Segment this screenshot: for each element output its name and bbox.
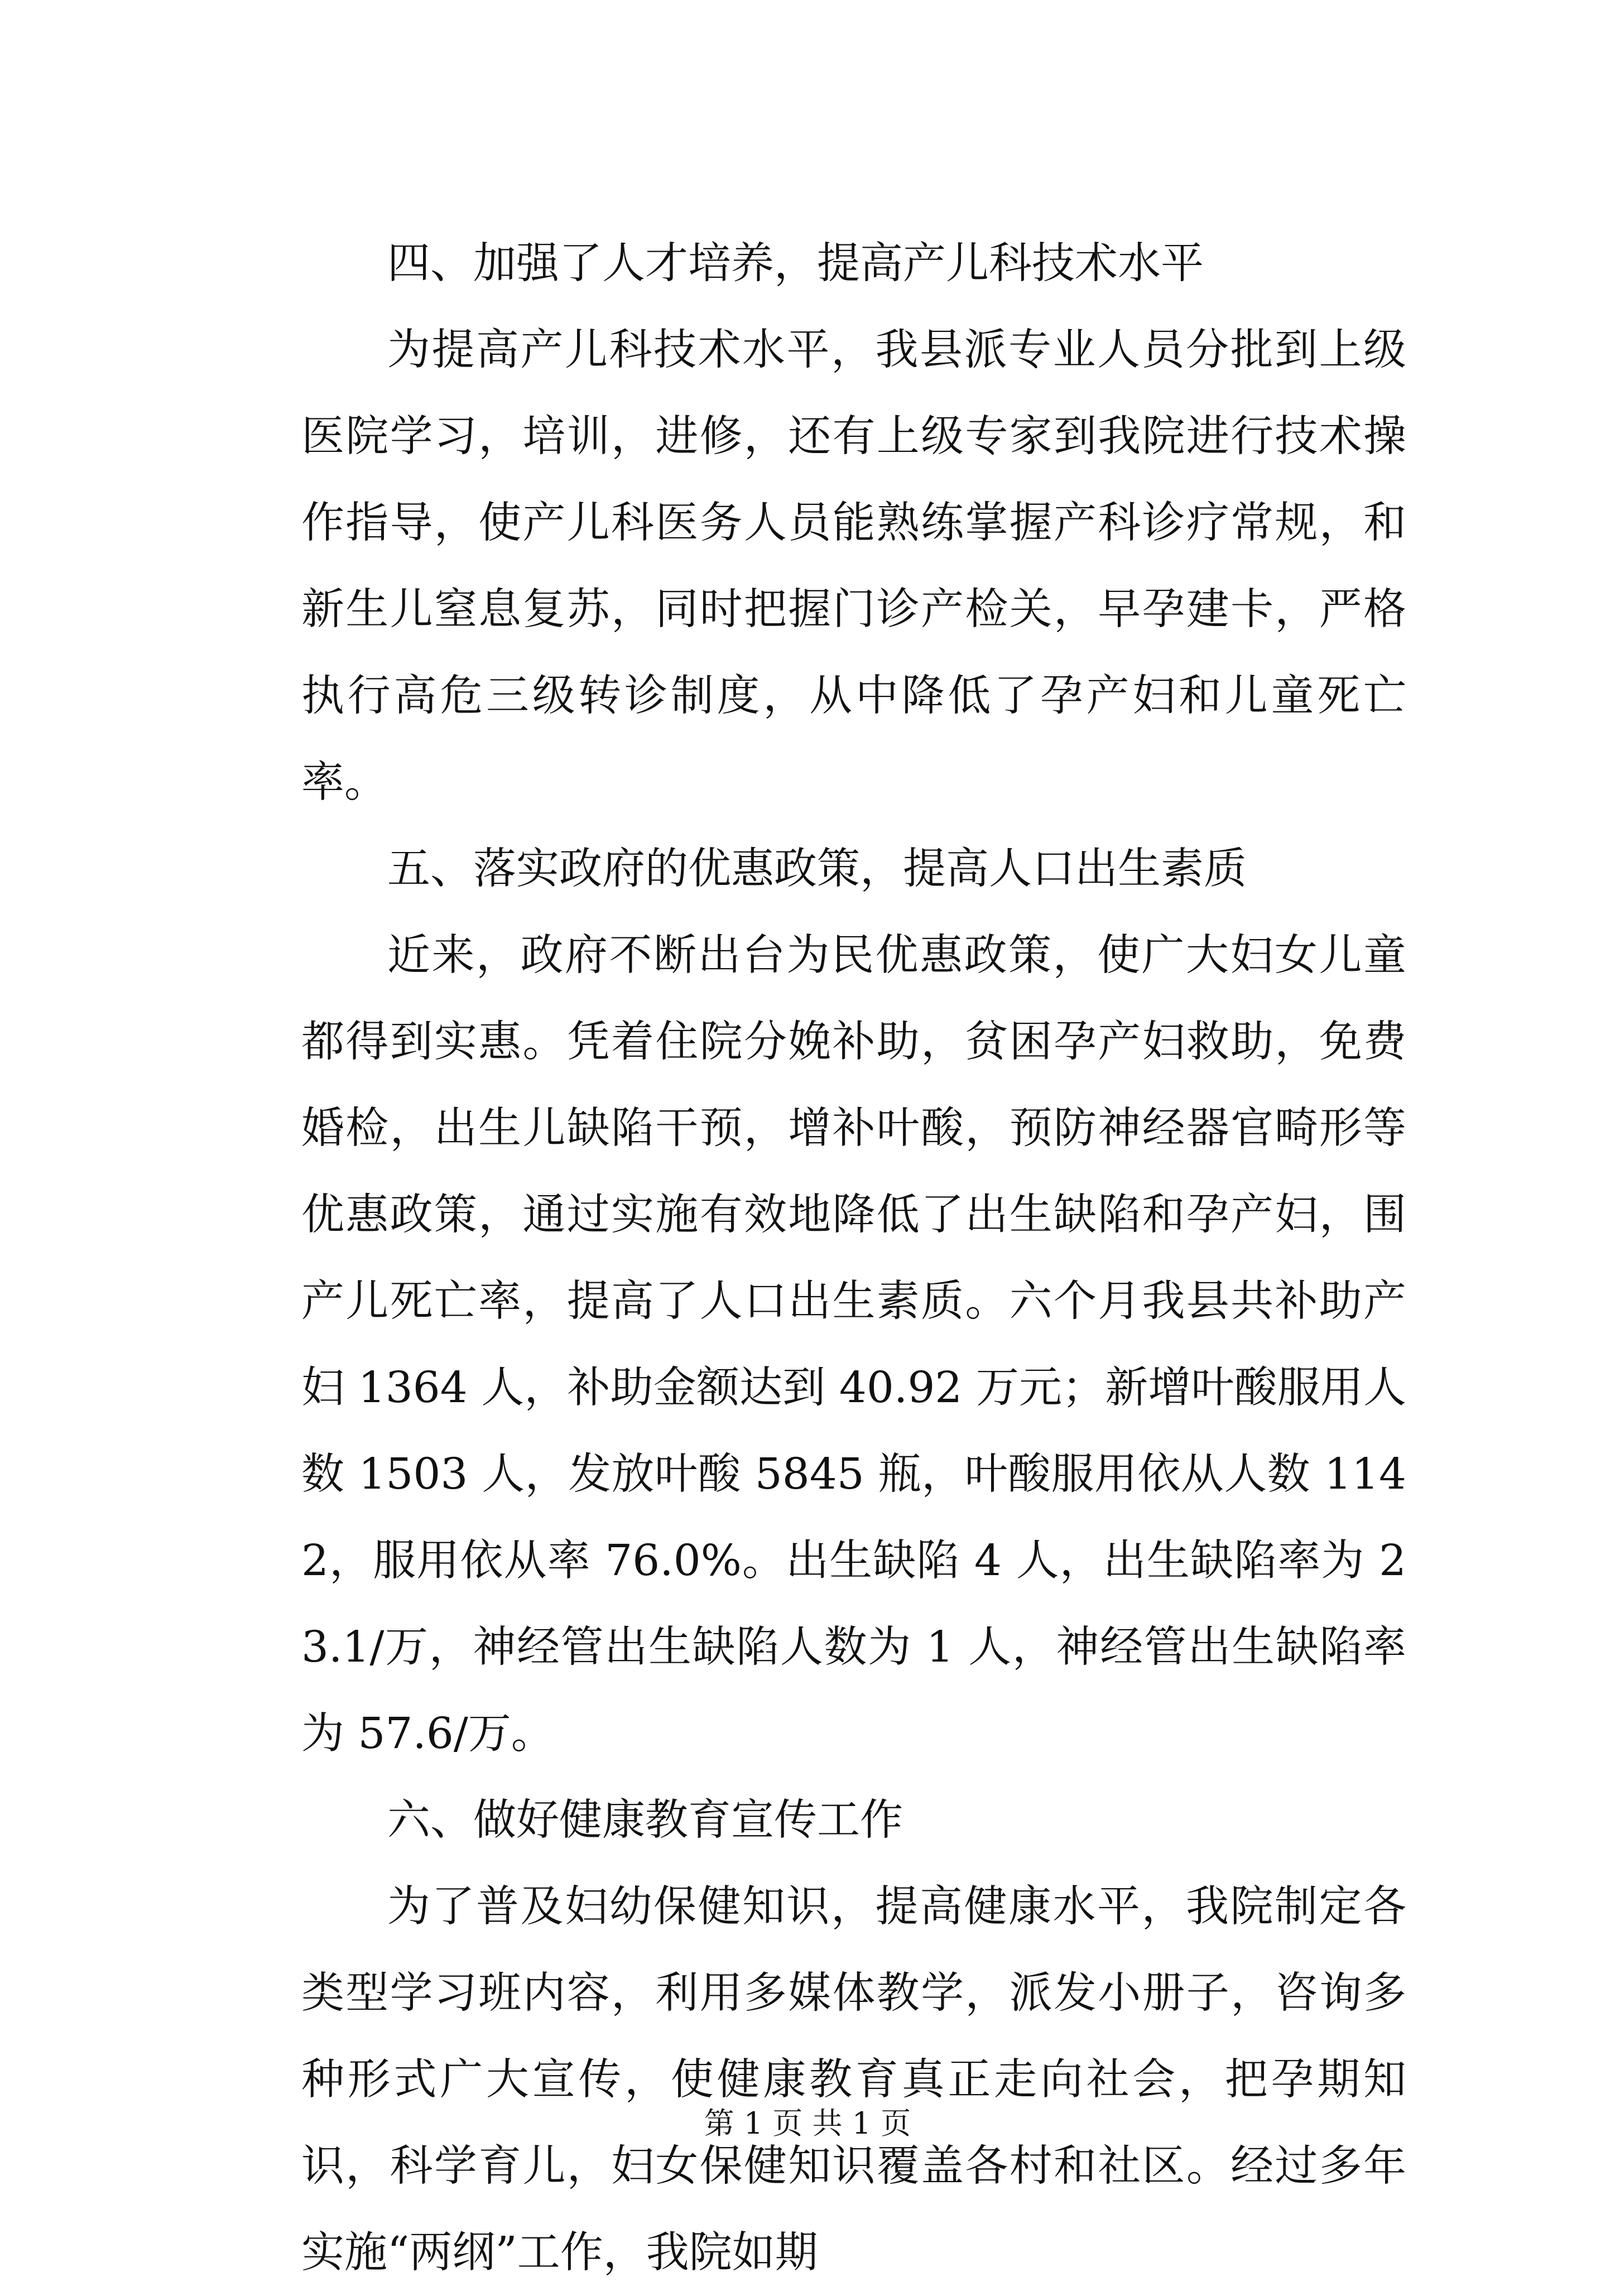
paragraph-talent-training: 为提高产儿科技术水平，我县派专业人员分批到上级医院学习，培训，进修，还有上级专家到我院进行技术操作指导，使产儿科医务人员能熟练掌握产科诊疗常规，和新生儿窒息复苏，同时把握门诊产检关，早孕建卡，严格执行高危三级转诊制度，从中降低了孕产妇和儿童死亡率。 <box>301 325 1406 807</box>
paragraph-preferential-policies: 近来，政府不断出台为民优惠政策，使广大妇女儿童都得到实惠。凭着住院分娩补助，贫困孕产妇救助，免费婚检，出生儿缺陷干预，增补叶酸，预防神经器官畸形等优惠政策，通过实施有效地降低了出生缺陷和孕产妇，围产儿死亡率，提高了人口出生素质。六个月我县共补助产妇 1364 人，补助金额达到 40.92 万元；新增叶酸服用人数 1503 人，发放叶酸 5845 瓶，叶酸服用依从人数 1142，服用依从率 76.0%。出生缺陷 4 人，出生缺陷率为 23.1/万，神经管出生缺陷人数为 1 人，神经管出生缺陷率为 57.6/万。 <box>301 931 1406 1759</box>
section-heading-preferential-policies: 五、落实政府的优惠政策，提高人口出生素质 <box>387 844 1247 894</box>
paragraph-health-education: 为了普及妇幼保健知识，提高健康水平，我院制定各类型学习班内容，利用多媒体教学，派发小册子，咨询多种形式广大宣传，使健康教育真正走向社会，把孕期知识，科学育儿，妇女保健知识覆盖各村和社区。经过多年实施“两纲”工作，我院如期 <box>301 1882 1406 2278</box>
section-heading-talent-training: 四、加强了人才培养，提高产儿科技术水平 <box>387 239 1204 288</box>
section-heading-health-education: 六、做好健康教育宣传工作 <box>387 1796 903 1845</box>
page-number-footer: 第 1 页 共 1 页 <box>704 2106 911 2141</box>
document-body <box>301 220 1406 2296</box>
